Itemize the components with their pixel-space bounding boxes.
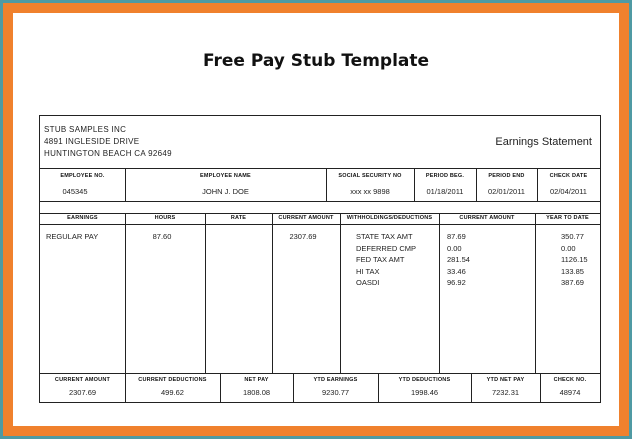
deduction-ytd: 387.69 [561,278,584,287]
net-pay-header: NET PAY [244,377,269,383]
check-no-header: CHECK NO. [553,377,587,383]
divider [535,213,536,373]
hours-value: 87.60 [152,232,172,241]
deduction-name: HI TAX [356,266,380,276]
paper-sheet [13,13,619,426]
page-title: Free Pay Stub Template [202,51,430,71]
ytd-deductions-value: 1998.46 [410,388,439,397]
current-amount-value: 2307.69 [289,232,317,241]
total-current-amount-value: 2307.69 [68,388,97,397]
employee-no-value: 045345 [62,187,88,196]
deduction-current: 281.54 [447,255,470,264]
period-end-header: PERIOD END [488,173,525,179]
company-block [44,124,172,160]
divider [340,213,341,373]
deduction-ytd-amounts [561,231,588,289]
earnings-item: REGULAR PAY [46,232,99,241]
deduction-ytd: 0.00 [561,243,576,253]
check-date-header: CHECK DATE [549,173,588,179]
ytd-earnings-value: 9230.77 [321,388,350,397]
period-end-value: 02/01/2011 [488,187,525,196]
current-deductions-value: 499.62 [161,388,184,397]
divider [40,373,600,374]
deduction-current: 96.92 [447,278,466,287]
deduction-current: 33.46 [447,266,466,276]
employee-no-header: EMPLOYEE NO. [60,173,105,179]
divider [40,201,600,202]
check-date-value: 02/04/2011 [550,187,587,196]
divider [439,213,440,373]
year-to-date-header: YEAR TO DATE [546,215,589,221]
company-address-line2: HUNTINGTON BEACH CA 92649 [44,149,172,158]
earnings-header: EARNINGS [67,215,98,221]
deduction-name: DEFERRED CMP [356,243,417,253]
period-beg-value: 01/18/2011 [426,187,464,196]
deduction-ytd: 1126.15 [561,255,588,264]
current-deductions-header: CURRENT DEDUCTIONS [138,377,207,383]
deduction-name: OASDI [356,278,380,287]
current-amount-header: CURRENT AMOUNT [459,215,515,221]
current-amount-header: CURRENT AMOUNT [278,215,334,221]
deduction-names [356,231,416,289]
ssn-value: xxx xx 9898 [350,187,390,196]
check-no-value: 48974 [559,388,581,397]
period-beg-header: PERIOD BEG. [425,173,465,179]
orange-frame [3,3,629,436]
ytd-net-pay-header: YTD NET PAY [486,377,525,383]
employee-name-value: JOHN J. DOE [202,187,249,196]
deduction-ytd: 133.85 [561,266,584,276]
ytd-earnings-header: YTD EARNINGS [313,377,358,383]
hours-header: HOURS [154,215,176,221]
deduction-name: STATE TAX AMT [356,232,413,241]
deduction-current-amounts [447,231,470,289]
company-name: STUB SAMPLES INC [44,125,127,134]
total-current-amount-header: CURRENT AMOUNT [54,377,111,383]
divider [205,213,206,373]
statement-title: Earnings Statement [495,136,592,148]
employee-name-header: EMPLOYEE NAME [200,173,251,179]
pay-stub [39,115,601,403]
net-pay-value: 1808.08 [242,388,271,397]
ytd-deductions-header: YTD DEDUCTIONS [398,377,451,383]
deduction-current: 87.69 [447,232,466,241]
company-address-line1: 4891 INGLESIDE DRIVE [44,137,140,146]
deduction-current: 0.00 [447,243,462,253]
withholdings-header: WITHHOLDINGS/DEDUCTIONS [346,215,433,221]
divider [40,224,600,225]
deduction-ytd: 350.77 [561,232,584,241]
ssn-header: SOCIAL SECURITY NO [338,173,402,179]
deduction-name: FED TAX AMT [356,255,405,264]
ytd-net-pay-value: 7232.31 [491,388,520,397]
divider [40,168,600,169]
divider [40,213,600,214]
rate-header: RATE [230,215,247,221]
